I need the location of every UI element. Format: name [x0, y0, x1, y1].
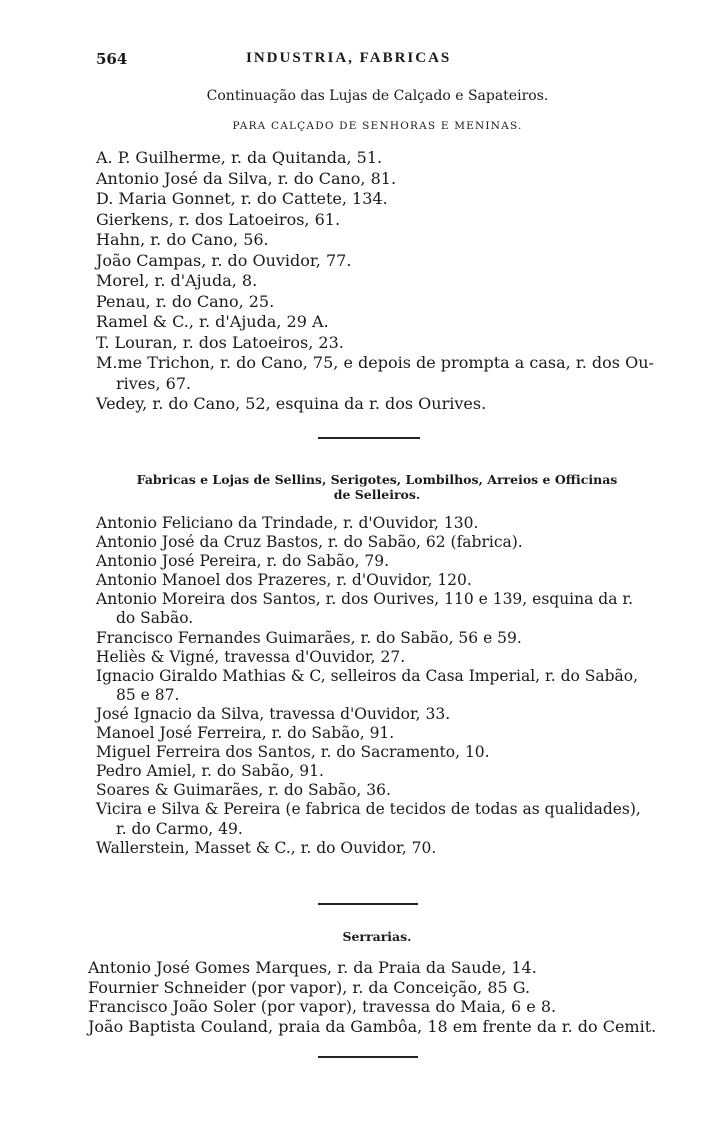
list-item-line: Antonio Manoel dos Prazeres, r. d'Ouvidor, 120. — [96, 571, 472, 590]
list-item — [96, 743, 661, 762]
list-item-continuation: rives, 67. — [116, 373, 192, 393]
list-item — [96, 590, 661, 628]
list-item — [96, 571, 661, 590]
list-item — [96, 762, 661, 781]
list-item: Gierkens, r. dos Latoeiros, 61. — [96, 209, 341, 229]
list-item-line: M.me Trichon, r. do Cano, 75, e depois de prompta a casa, r. dos Ou- — [96, 353, 654, 372]
list-item-continuation: r. do Carmo, 49. — [116, 819, 243, 838]
list-item: Ramel & C., r. d'Ajuda, 29 A. — [96, 312, 329, 331]
section-divider — [318, 437, 420, 439]
list-item — [96, 724, 661, 743]
list-item-line: Antonio José da Cruz Bastos, r. do Sabão, 62 (fabrica). — [96, 533, 523, 552]
list-item-line: Francisco Fernandes Guimarães, r. do Sabão, 56 e 59. — [96, 628, 522, 647]
list-item — [96, 552, 661, 571]
list-item — [96, 629, 661, 648]
list-item — [96, 781, 661, 800]
section1-heading: PARA CALÇADO DE SENHORAS E MENINAS. — [232, 120, 523, 132]
list-item: D. Maria Gonnet, r. do Cattete, 134. — [96, 189, 388, 208]
section2-heading-line: de Selleiros. — [333, 487, 421, 502]
section2-list — [96, 514, 661, 858]
list-item-line: José Ignacio da Silva, travessa d'Ouvidor, 33. — [96, 704, 451, 723]
section3-list — [88, 958, 668, 1036]
list-item-line: Miguel Ferreira dos Santos, r. do Sacramento, 10. — [96, 743, 490, 762]
list-item: Antonio José Gomes Marques, r. da Praia da Saude, 14. — [88, 958, 537, 977]
section-divider — [318, 903, 418, 905]
section2-heading-line: Fabricas e Lojas de Sellins, Serigotes, Lombilhos, Arreios e Officinas — [136, 472, 618, 487]
page-header — [96, 50, 656, 72]
list-item: João Campas, r. do Ouvidor, 77. — [96, 250, 352, 270]
list-item-line: Antonio José Pereira, r. do Sabão, 79. — [96, 552, 390, 571]
section2-heading — [96, 472, 658, 502]
list-item-continuation: do Sabão. — [116, 609, 194, 628]
section1-list — [96, 148, 676, 415]
list-item: Antonio José da Silva, r. do Cano, 81. — [96, 168, 397, 188]
list-item-line: Pedro Amiel, r. do Sabão, 91. — [96, 762, 324, 781]
list-item-line: Antonio Moreira dos Santos, r. dos Ourives, 110 e 139, esquina da r. — [96, 590, 634, 609]
list-item — [96, 514, 661, 533]
list-item: João Baptista Couland, praia da Gambôa, 18 em frente da r. do Cemit. — [88, 1016, 657, 1036]
list-item — [96, 705, 661, 724]
section-subtitle: Continuação das Lujas de Calçado e Sapateiros. — [206, 88, 549, 104]
section-divider — [318, 1056, 418, 1058]
list-item-line: Ignacio Giraldo Mathias & C, selleiros da Casa Imperial, r. do Sabão, — [96, 666, 639, 685]
list-item — [96, 353, 676, 394]
list-item-line: Antonio Feliciano da Trindade, r. d'Ouvidor, 130. — [96, 514, 479, 532]
list-item-line: Vicira e Silva & Pereira (e fabrica de tecidos de todas as qualidades), — [96, 800, 641, 819]
list-item: Francisco João Soler (por vapor), travessa do Maia, 6 e 8. — [88, 997, 557, 1016]
section3-heading: Serrarias. — [342, 929, 412, 944]
list-item — [96, 839, 661, 858]
list-item-line: Soares & Guimarães, r. do Sabão, 36. — [96, 781, 391, 800]
list-item: T. Louran, r. dos Latoeiros, 23. — [96, 332, 344, 352]
list-item — [96, 667, 661, 705]
list-item: Hahn, r. do Cano, 56. — [96, 230, 269, 249]
list-item-line: Heliès & Vigné, travessa d'Ouvidor, 27. — [96, 647, 406, 666]
list-item-line: Wallerstein, Masset & C., r. do Ouvidor, 70. — [96, 838, 437, 857]
list-item: A. P. Guilherme, r. da Quitanda, 51. — [96, 148, 383, 167]
list-item — [96, 800, 661, 838]
list-item: Fournier Schneider (por vapor), r. da Conceição, 85 G. — [88, 977, 531, 997]
page-number: 564 — [96, 50, 128, 68]
running-title: INDUSTRIA, FABRICAS — [246, 50, 452, 66]
list-item: Morel, r. d'Ajuda, 8. — [96, 271, 258, 290]
list-item — [96, 648, 661, 667]
list-item: Vedey, r. do Cano, 52, esquina da r. dos Ourives. — [96, 394, 487, 413]
list-item — [96, 533, 661, 552]
list-item: Penau, r. do Cano, 25. — [96, 291, 275, 311]
list-item-line: Manoel José Ferreira, r. do Sabão, 91. — [96, 724, 395, 743]
list-item-continuation: 85 e 87. — [116, 685, 180, 704]
